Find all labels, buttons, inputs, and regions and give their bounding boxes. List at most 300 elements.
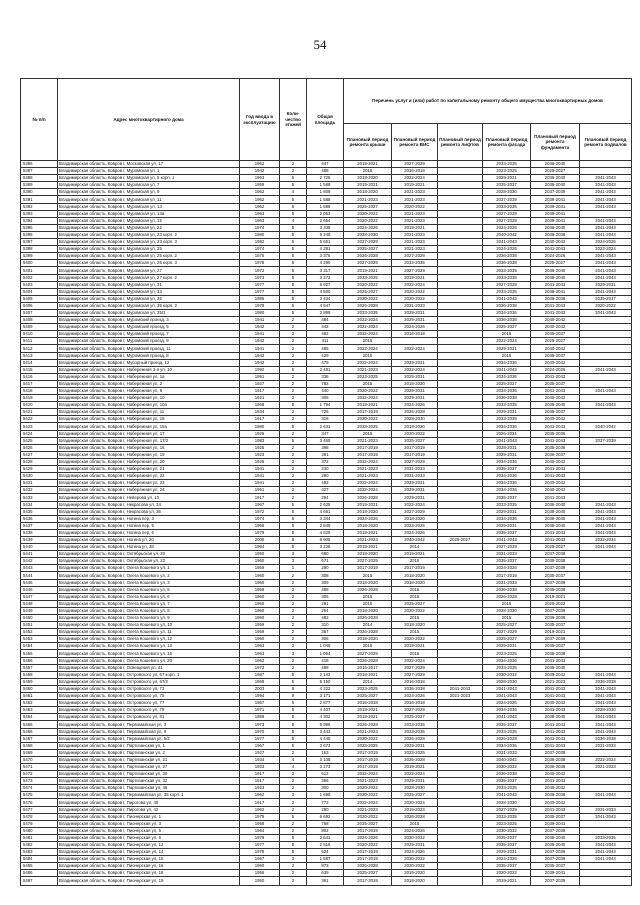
cell-roof: 2019-2021 [344,707,392,714]
cell-basement [580,345,632,352]
cell-num: 5434 [21,501,58,508]
table-row [21,182,632,189]
cell-basement [580,799,632,806]
cell-year: 1959 [240,622,280,629]
cell-area: 447 [307,161,344,168]
cell-year: 1974 [240,515,280,522]
cell-roof: 2019-2021 [344,501,392,508]
cell-facade: 2029-2031 [483,643,531,650]
cell-year: 1942 [240,168,280,175]
cell-facade: 2033-2035 [483,267,531,274]
cell-lifts [438,288,483,295]
cell-lifts [438,756,483,763]
cell-address: Владимирская область, Ковров г, Муромский проезд, 11 [58,345,240,352]
cell-basement [580,622,632,629]
cell-facade: 2033-2035 [483,288,531,295]
cell-num: 5465 [21,721,58,728]
cell-address: Владимирская область, Ковров г, Островского ул, 81 [58,714,240,721]
cell-basement [580,877,632,886]
cell-floors: 2 [280,480,307,487]
table-row [21,558,632,565]
cell-area: 418 [307,657,344,664]
cell-facade: 2033-2035 [483,501,531,508]
cell-floors: 2 [280,168,307,175]
cell-floors: 5 [280,501,307,508]
cell-vis: 2026-2028 [392,813,438,820]
cell-vis: 2022-2024 [392,657,438,664]
cell-address: Владимирская область, Ковров г, Пирогова ул, 40 [58,799,240,806]
cell-num: 5479 [21,820,58,827]
cell-vis: 2031-2033 [392,302,438,309]
cell-year: 1985 [240,295,280,302]
cell-foundation: 2019-2021 [531,629,580,636]
cell-basement [580,629,632,636]
cell-facade: 2041-2043 [483,685,531,692]
cell-year: 1942 [240,338,280,345]
cell-year: 1962 [240,161,280,168]
cell-foundation: 2038-2040 [531,515,580,522]
cell-num: 5427 [21,451,58,458]
cell-num: 5395 [21,224,58,231]
cell-facade: 2033-2035 [483,416,531,423]
cell-lifts [438,749,483,756]
cell-address: Владимирская область, Ковров г, Островского ул, 79 [58,707,240,714]
cell-lifts [438,203,483,210]
cell-vis: 2019-2021 [392,551,438,558]
cell-year: 1962 [240,189,280,196]
cell-basement: 2041-2043 [580,728,632,735]
cell-vis: 2018-2020 [392,579,438,586]
cell-num: 5413 [21,352,58,359]
cell-roof: 2023-2025 [344,742,392,749]
cell-lifts [438,849,483,856]
cell-roof: 2017-2019 [344,827,392,834]
cell-vis: 2027-2029 [392,253,438,260]
table-row [21,756,632,763]
cell-address: Владимирская область, Ковров г, Муромская ул, 23 корп. 2 [58,231,240,238]
cell-roof: 2020-2022 [344,217,392,224]
cell-floors: 5 [280,295,307,302]
cell-floors: 5 [280,522,307,529]
cell-num: 5397 [21,239,58,246]
table-row [21,749,632,756]
cell-num: 5392 [21,203,58,210]
cell-vis: 2018-2020 [392,572,438,579]
cell-roof: 2017-2019 [344,856,392,863]
col-header-floors: Коли-чество этажей [280,79,307,161]
cell-basement: 2041-2043 [580,721,632,728]
cell-address: Владимирская область, Ковров г, Ногина пер, 6 [58,529,240,536]
cell-basement: 2041-2043 [580,309,632,316]
cell-facade: 2040-2042 [483,231,531,238]
cell-area: 482 [307,331,344,338]
cell-basement: 2041-2043 [580,856,632,863]
cell-facade: 2029-2031 [483,345,531,352]
cell-facade: 2035-2037 [483,182,531,189]
cell-foundation: 2039-2041 [531,210,580,217]
cell-address: Владимирская область, Ковров г, Пирогова ул, 42 [58,806,240,813]
cell-year: 1923 [240,785,280,792]
table-row [21,302,632,309]
cell-facade: 2025-2027 [483,636,531,643]
cell-basement: 2041-2043 [580,693,632,700]
cell-lifts [438,239,483,246]
cell-foundation: 2025-2027 [531,168,580,175]
cell-roof: 2019-2021 [344,529,392,536]
cell-lifts [438,487,483,494]
cell-year: 1941 [240,345,280,352]
cell-address: Владимирская область, Ковров г, Партизанская ул, 1 [58,742,240,749]
cell-lifts [438,827,483,834]
cell-basement [580,593,632,600]
cell-num: 5457 [21,664,58,671]
cell-basement [580,466,632,473]
cell-roof: 2015 [344,168,392,175]
cell-lifts [438,175,483,182]
cell-year: 1992 [240,366,280,373]
cell-basement [580,359,632,366]
cell-roof: 2026-2028 [344,302,392,309]
cell-floors: 5 [280,437,307,444]
cell-area: 4 661 [307,508,344,515]
cell-facade: 2034-2036 [483,473,531,480]
cell-num: 5430 [21,473,58,480]
cell-roof: 2022-2024 [344,799,392,806]
cell-num: 5417 [21,380,58,387]
cell-facade: 2017-2019 [483,572,531,579]
cell-lifts [438,877,483,886]
cell-year: 1974 [240,224,280,231]
cell-area: 310 [307,622,344,629]
cell-num: 5456 [21,657,58,664]
cell-facade: 2036-2038 [483,253,531,260]
cell-basement [580,657,632,664]
cell-area: 2 654 [307,217,344,224]
cell-num: 5426 [21,444,58,451]
cell-basement: 2033-2035 [580,834,632,841]
cell-roof: 2022-2024 [344,345,392,352]
cell-foundation: 2036-2040 [531,175,580,182]
cell-num: 5484 [21,856,58,863]
cell-address: Владимирская область, Ковров г, Пионерская ул, 18 [58,870,240,877]
cell-area: 498 [307,664,344,671]
cell-foundation: 2039-2041 [531,870,580,877]
cell-area: 5 651 [307,239,344,246]
cell-vis: 2021-2023 [392,217,438,224]
cell-facade: 2035-2037 [483,778,531,785]
cell-facade: 2033-2035 [483,274,531,281]
cell-floors: 9 [280,536,307,543]
table-row [21,877,632,886]
table-row [21,409,632,416]
cell-roof: 2022-2024 [344,324,392,331]
cell-address: Владимирская область, Ковров г, Олега Кошевого ул, 6 [58,593,240,600]
cell-basement: 2036-2038 [580,735,632,742]
cell-area: 873 [307,863,344,870]
cell-roof: 2018-2020 [344,607,392,614]
cell-basement: 2022-2024 [580,246,632,253]
cell-year: 1966 [240,522,280,529]
cell-facade: 2036-2038 [483,302,531,309]
cell-basement [580,409,632,416]
cell-foundation: 2036-2038 [531,792,580,799]
cell-roof: 2014 [344,622,392,629]
cell-area: 391 [307,451,344,458]
cell-year: 1962 [240,196,280,203]
cell-basement [580,600,632,607]
cell-year: 1980 [240,423,280,430]
cell-basement: 2041-2043 [580,203,632,210]
cell-vis: 2018-2020 [392,877,438,886]
cell-area: 4 500 [307,288,344,295]
cell-address: Владимирская область, Ковров г, Набережная ул, 1а [58,373,240,380]
cell-lifts [438,231,483,238]
cell-area: 4 281 [307,246,344,253]
cell-area: 6 927 [307,281,344,288]
cell-area: 639 [307,870,344,877]
table-row [21,494,632,501]
cell-foundation: 2025-2027 [531,544,580,551]
cell-foundation: 2039-2041 [531,288,580,295]
cell-facade: 2023-2025 [483,168,531,175]
cell-num: 5433 [21,494,58,501]
cell-address: Владимирская область, Ковров г, Пионерская ул, 12 [58,842,240,849]
cell-floors: 2 [280,388,307,395]
cell-basement: 2041-2043 [580,253,632,260]
cell-roof: 2022-2024 [344,480,392,487]
cell-vis: 2029-2031 [392,373,438,380]
cell-vis: 2014 [392,544,438,551]
cell-lifts [438,317,483,324]
cell-year: 1962 [240,806,280,813]
cell-year: 1967 [240,501,280,508]
cell-address: Владимирская область, Ковров г, Олега Кошевого ул, 12 [58,636,240,643]
table-row [21,529,632,536]
cell-foundation: 2040-2042 [531,480,580,487]
cell-facade: 2022-2024 [483,338,531,345]
table-row [21,267,632,274]
cell-facade: 2027-2029 [483,629,531,636]
cell-foundation: 2035-2037 [531,813,580,820]
cell-roof: 2015 [344,430,392,437]
table-row [21,615,632,622]
cell-num: 5482 [21,842,58,849]
table-row [21,700,632,707]
cell-basement [580,565,632,572]
cell-address: Владимирская область, Ковров г, Островского ул, 77 [58,700,240,707]
cell-roof: 2019-2021 [344,182,392,189]
cell-lifts [438,458,483,465]
table-row [21,714,632,721]
cell-vis: 2027-2029 [392,664,438,671]
cell-area: 1 054 [307,650,344,657]
cell-vis: 2019-2021 [392,643,438,650]
cell-num: 5470 [21,756,58,763]
cell-foundation: 2036-2040 [531,501,580,508]
cell-num: 5388 [21,175,58,182]
cell-year: 1927 [240,749,280,756]
cell-facade: 2031-2033 [483,551,531,558]
cell-area: 264 [307,607,344,614]
cell-year: 1978 [240,302,280,309]
cell-foundation: 2025-2027 [531,338,580,345]
cell-address: Владимирская область, Ковров г, Муромский проезд, 7 [58,331,240,338]
cell-year: 1962 [240,203,280,210]
cell-lifts [438,494,483,501]
cell-basement [580,558,632,565]
cell-floors: 5 [280,246,307,253]
cell-foundation: 2040-2042 [531,317,580,324]
cell-vis: 2021-2023 [392,246,438,253]
cell-roof: 2019-2021 [344,544,392,551]
cell-basement [580,430,632,437]
cell-vis: 2015 [392,593,438,600]
cell-address: Владимирская область, Ковров г, Ногина ул, 38 [58,544,240,551]
cell-floors: 2 [280,572,307,579]
cell-lifts [438,473,483,480]
cell-num: 5425 [21,437,58,444]
cell-area: 4 290 [307,260,344,267]
page-number: 54 [313,37,327,52]
cell-vis [392,338,438,345]
cell-year: 1960 [240,615,280,622]
cell-basement: 2041-2043 [580,515,632,522]
cell-area: 492 [307,480,344,487]
cell-area: 488 [307,168,344,175]
cell-foundation: 2024-2026 [531,366,580,373]
table-row [21,210,632,217]
col-header-address: Адрес многоквартирного дома [58,79,240,161]
cell-roof: 2025-2027 [344,870,392,877]
cell-foundation: 2037-2039 [531,565,580,572]
cell-basement: 2037-2039 [580,437,632,444]
cell-num: 5391 [21,196,58,203]
cell-area: 802 [307,827,344,834]
cell-basement: 2041-2043 [580,260,632,267]
cell-facade: 2035-2037 [483,863,531,870]
cell-year: 1960 [240,579,280,586]
cell-num: 5458 [21,671,58,678]
cell-vis: 2019-2021 [392,224,438,231]
cell-area: 280 [307,806,344,813]
cell-roof: 2020-2022 [344,388,392,395]
cell-num: 5403 [21,281,58,288]
cell-area: 280 [307,473,344,480]
cell-area: 2 481 [307,366,344,373]
cell-num: 5486 [21,870,58,877]
cell-area: 4 629 [307,529,344,536]
repair-schedule-table [20,78,632,886]
cell-area: 2 053 [307,210,344,217]
cell-facade: 2028-2030 [483,799,531,806]
cell-floors: 2 [280,615,307,622]
table-row [21,430,632,437]
cell-vis: 2027-2029 [392,707,438,714]
cell-lifts [438,579,483,586]
cell-facade: 2040-2042 [483,756,531,763]
cell-foundation: 2040-2042 [531,324,580,331]
cell-foundation: 2041-2043 [531,735,580,742]
cell-roof: 2024-2026 [344,515,392,522]
cell-num: 5453 [21,636,58,643]
cell-foundation: 2041-2043 [531,309,580,316]
cell-roof: 2018-2020 [344,522,392,529]
cell-floors: 2 [280,664,307,671]
cell-floors: 4 [280,189,307,196]
cell-facade: 2029-2031 [483,175,531,182]
table-row [21,806,632,813]
cell-floors: 2 [280,359,307,366]
cell-roof: 2024-2026 [344,834,392,841]
cell-floors: 9 [280,693,307,700]
cell-foundation: 2041-2043 [531,423,580,430]
cell-roof: 2019-2021 [344,267,392,274]
cell-address: Владимирская область, Ковров г, Островского ул, 67 корп. 1 [58,671,240,678]
cell-basement: 2041-2043 [580,175,632,182]
cell-floors: 2 [280,466,307,473]
cell-vis: 2021-2023 [392,210,438,217]
cell-roof: 2017-2019 [344,849,392,856]
cell-facade: 2033-2035 [483,813,531,820]
cell-year: 1971 [240,707,280,714]
cell-floors: 2 [280,643,307,650]
cell-area: 1 588 [307,196,344,203]
cell-lifts [438,714,483,721]
cell-basement: 2041-2043 [580,217,632,224]
cell-foundation: 2041-2043 [531,685,580,692]
cell-roof: 2022-2024 [344,458,392,465]
table-row [21,643,632,650]
cell-area: 3 339 [307,224,344,231]
cell-num: 5467 [21,735,58,742]
cell-vis: 2017-2019 [392,565,438,572]
cell-floors: 5 [280,253,307,260]
cell-basement [580,416,632,423]
cell-foundation: 2041-2043 [531,529,580,536]
cell-num: 5468 [21,742,58,749]
cell-vis: 2024-2026 [392,827,438,834]
cell-address: Владимирская область, Ковров г, Октябрьская ул, 22 [58,558,240,565]
cell-basement: 2041-2043 [580,792,632,799]
cell-vis: 2020-2024 [392,799,438,806]
cell-vis: 2029-2031 [392,842,438,849]
cell-roof: 2022-2024 [344,487,392,494]
cell-lifts [438,529,483,536]
cell-basement [580,820,632,827]
cell-facade: 2034-2036 [483,487,531,494]
cell-basement [580,444,632,451]
cell-year: 1941 [240,473,280,480]
cell-vis: 2029-2031 [392,309,438,316]
cell-area: 768 [307,820,344,827]
cell-address: Владимирская область, Ковров г, Набережная ул, 20 [58,458,240,465]
cell-vis: 2017-2019 [392,451,438,458]
cell-foundation: 2035-2036 [531,430,580,437]
cell-facade: 2034-2036 [483,373,531,380]
cell-vis: 2022-2024 [392,345,438,352]
cell-basement: 2035-2037 [580,295,632,302]
cell-foundation: 2040-2042 [531,458,580,465]
col-header-num: № п/п [21,79,58,161]
table-row [21,437,632,444]
cell-foundation: 2040-2042 [531,359,580,366]
cell-year: 1972 [240,508,280,515]
cell-basement [580,494,632,501]
cell-roof: 2026-2028 [344,657,392,664]
cell-year: 1917 [240,771,280,778]
cell-area: 6 905 [307,536,344,543]
table-row [21,161,632,168]
